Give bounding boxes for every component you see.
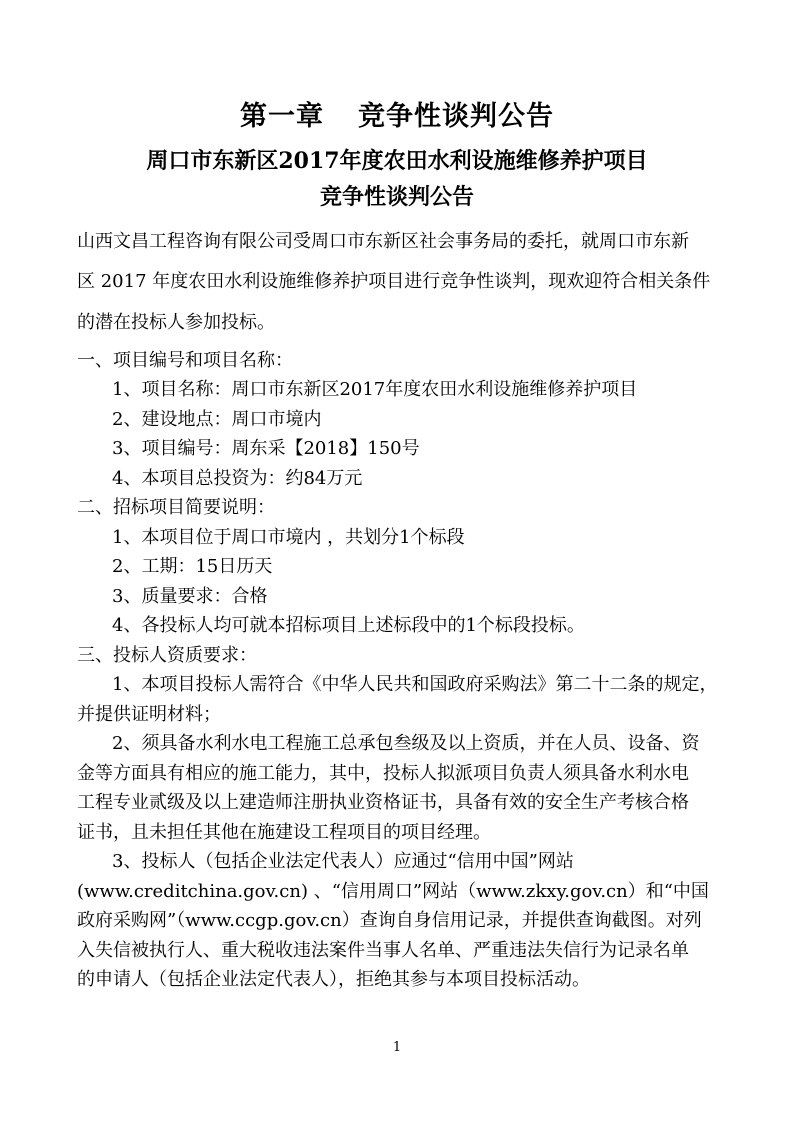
project-title: 周口市东新区2017年度农田水利设施维修养护项目 bbox=[146, 148, 648, 174]
paragraph-line: 政府采购网”（www.ccgp.gov.cn）查询自身信用记录，并提供查询截图。对列 bbox=[77, 910, 702, 931]
paragraph-line: 证书，且未担任其他在施建设工程项目的项目经理。 bbox=[77, 822, 491, 843]
list-item: 3、质量要求：合格 bbox=[112, 586, 268, 607]
list-item: 2、建设地点：周口市境内 bbox=[112, 409, 322, 430]
list-item: 1、项目名称：周口市东新区2017年度农田水利设施维修养护项目 bbox=[112, 379, 638, 400]
paragraph-line: 入失信被执行人、重大税收违法案件当事人名单、严重违法失信行为记录名单 bbox=[77, 940, 689, 961]
announcement-title: 竞争性谈判公告 bbox=[319, 184, 474, 210]
intro-line: 区 2017 年度农田水利设施维修养护项目进行竞争性谈判，现欢迎符合相关条件 bbox=[77, 271, 711, 292]
intro-line: 的潜在投标人参加投标。 bbox=[77, 312, 275, 333]
paragraph-line: 金等方面具有相应的施工能力，其中，投标人拟派项目负责人须具备水利水电 bbox=[77, 763, 689, 784]
section-heading: 二、招标项目简要说明： bbox=[77, 497, 275, 518]
section-heading: 三、投标人资质要求： bbox=[77, 645, 257, 666]
paragraph-line: (www.creditchina.gov.cn) 、“信用周口”网站（www.zkxy.gov.cn）和“中国 bbox=[77, 881, 709, 902]
list-item: 4、本项目总投资为：约84万元 bbox=[112, 468, 363, 489]
list-item: 2、工期：15日历天 bbox=[112, 556, 273, 577]
chapter-number: 第一章 bbox=[240, 101, 324, 132]
paragraph-line: 3、投标人（包括企业法定代表人）应通过“信用中国”网站 bbox=[112, 851, 574, 872]
section-heading: 一、项目编号和项目名称： bbox=[77, 350, 293, 371]
page-number: 1 bbox=[392, 1040, 402, 1055]
list-item: 3、项目编号：周东采【2018】150号 bbox=[112, 438, 420, 459]
chapter-title: 竞争性谈判公告 bbox=[358, 101, 554, 132]
paragraph-line: 工程专业贰级及以上建造师注册执业资格证书，具备有效的安全生产考核合格 bbox=[77, 792, 689, 813]
intro-line: 山西文昌工程咨询有限公司受周口市东新区社会事务局的委托，就周口市东新 bbox=[77, 231, 689, 252]
chapter-heading bbox=[0, 100, 794, 134]
paragraph-line: 1、本项目投标人需符合《中华人民共和国政府采购法》第二十二条的规定， bbox=[112, 674, 718, 695]
list-item: 1、本项目位于周口市境内 ，共划分1个标段 bbox=[112, 527, 465, 548]
paragraph-line: 并提供证明材料； bbox=[77, 704, 221, 725]
paragraph-line: 2、须具备水利水电工程施工总承包叁级及以上资质，并在人员、设备、资 bbox=[112, 733, 700, 754]
list-item: 4、各投标人均可就本招标项目上述标段中的1个标段投标。 bbox=[112, 615, 585, 636]
paragraph-line: 的申请人（包括企业法定代表人），拒绝其参与本项目投标活动。 bbox=[77, 969, 590, 990]
